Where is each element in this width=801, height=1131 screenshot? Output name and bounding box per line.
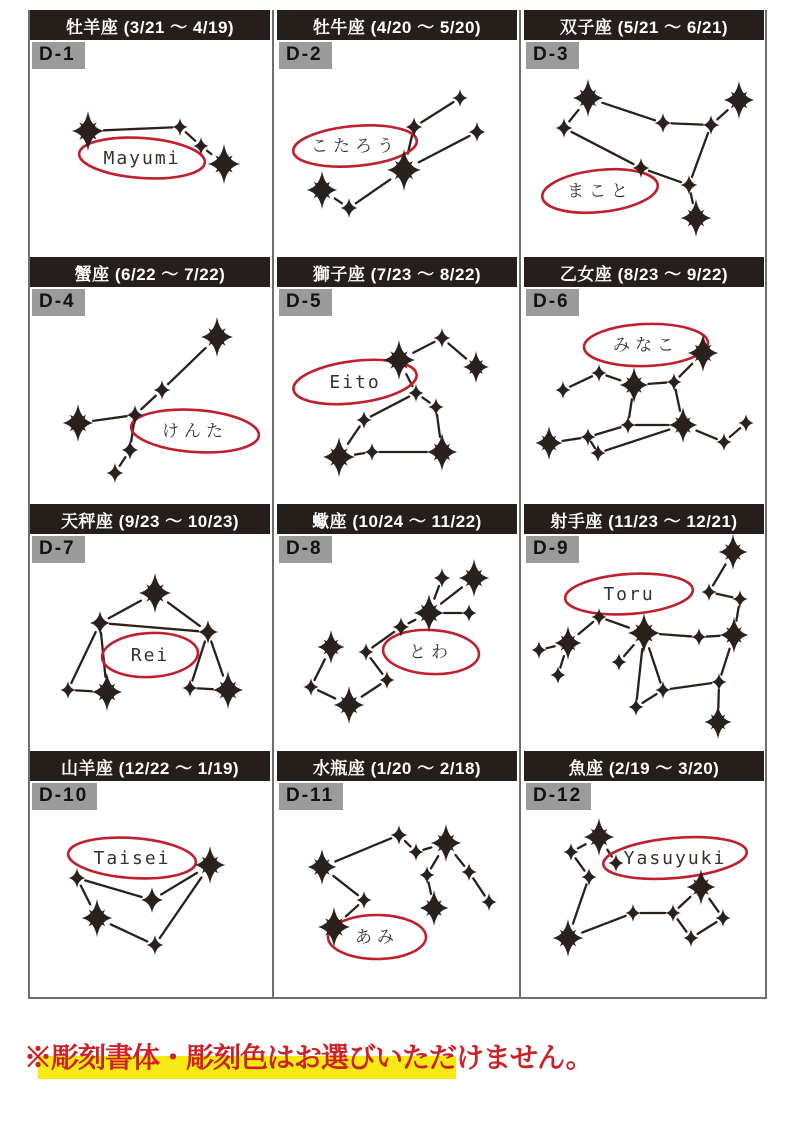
- star-icon: [303, 678, 318, 696]
- engraving-note: [24, 1036, 784, 1096]
- constellation-line: [649, 648, 660, 682]
- constellation-line: [335, 198, 342, 203]
- constellation-area: [524, 40, 764, 257]
- star-icon: [323, 437, 355, 477]
- constellation-line: [120, 457, 126, 466]
- engraved-name: とわ: [409, 642, 453, 662]
- zodiac-design-cell: [30, 751, 270, 998]
- constellation-line: [434, 586, 439, 599]
- zodiac-name-and-dates: 牡羊座 (3/21 〜 4/19): [65, 17, 235, 37]
- design-code-badge: D-9: [526, 536, 579, 563]
- constellation-line: [643, 694, 657, 703]
- constellation-line: [356, 180, 390, 204]
- constellation-line: [431, 856, 438, 868]
- constellation-line: [448, 344, 466, 359]
- zodiac-header-bar: [524, 10, 764, 40]
- star-icon: [688, 334, 718, 372]
- constellation-line: [211, 641, 223, 675]
- constellation-drawing: [30, 40, 270, 257]
- constellation-line: [423, 847, 431, 849]
- constellation-line: [419, 136, 470, 162]
- constellation-line: [721, 649, 729, 675]
- constellation-line: [707, 636, 720, 637]
- star-icon: [716, 433, 731, 451]
- engraved-name: Mayumi: [103, 147, 181, 169]
- zodiac-design-cell: [524, 504, 764, 751]
- star-icon: [703, 115, 720, 135]
- constellation-line: [713, 564, 726, 585]
- star-icon: [139, 573, 171, 613]
- zodiac-header-bar: [277, 10, 517, 40]
- zodiac-name-and-dates: 魚座 (2/19 〜 3/20): [568, 758, 720, 778]
- constellation-drawing: [524, 534, 764, 751]
- constellation-line: [582, 916, 626, 933]
- star-icon: [364, 443, 379, 461]
- star-icon: [580, 428, 595, 446]
- star-icon: [452, 89, 467, 107]
- star-icon: [469, 122, 486, 142]
- star-icon: [628, 698, 643, 716]
- constellation-line: [76, 690, 92, 691]
- zodiac-design-cell: [30, 504, 270, 751]
- star-icon: [550, 666, 565, 684]
- constellation-line: [692, 133, 708, 177]
- engraved-name: まこと: [567, 181, 633, 201]
- constellation-line: [736, 607, 738, 621]
- constellation-line: [405, 841, 411, 847]
- constellation-line: [576, 858, 585, 870]
- star-icon: [738, 414, 753, 432]
- zodiac-header-bar: [30, 751, 270, 781]
- constellation-drawing: [277, 534, 517, 751]
- constellation-line: [168, 602, 200, 626]
- constellation-line: [335, 838, 391, 861]
- star-icon: [719, 534, 748, 570]
- zodiac-header-bar: [277, 257, 517, 287]
- star-icon: [72, 111, 104, 151]
- star-icon: [107, 463, 124, 483]
- star-icon: [620, 367, 649, 403]
- constellation-line: [455, 855, 464, 866]
- zodiac-header-bar: [30, 504, 270, 534]
- star-icon: [620, 416, 635, 434]
- star-icon: [555, 381, 570, 399]
- constellation-line: [333, 876, 358, 895]
- star-icon: [419, 866, 434, 884]
- engraved-name: Taisei: [93, 847, 171, 869]
- star-icon: [198, 620, 218, 644]
- constellation-line: [624, 645, 633, 656]
- engraved-name: Yasuyuki: [623, 847, 727, 869]
- zodiac-header-bar: [277, 751, 517, 781]
- constellation-area: [524, 781, 764, 998]
- constellation-line: [160, 878, 202, 938]
- zodiac-name-and-dates: 水瓶座 (1/20 〜 2/18): [312, 758, 482, 778]
- constellation-line: [186, 132, 196, 141]
- zodiac-name-and-dates: 射手座 (11/23 〜 12/21): [550, 511, 738, 531]
- star-icon: [711, 673, 726, 691]
- star-icon: [591, 608, 606, 626]
- engraved-name: Eito: [329, 371, 381, 393]
- grid-line-vertical: [519, 10, 521, 999]
- constellation-line: [413, 342, 434, 353]
- zodiac-design-cell: [277, 504, 517, 751]
- star-icon: [341, 198, 358, 218]
- constellation-line: [605, 430, 669, 451]
- constellation-line: [629, 399, 632, 417]
- constellation-drawing: [30, 781, 270, 998]
- constellation-line: [671, 683, 712, 689]
- star-icon: [317, 630, 344, 664]
- zodiac-design-cell: [524, 751, 764, 998]
- zodiac-name-and-dates: 獅子座 (7/23 〜 8/22): [312, 264, 482, 284]
- constellation-line: [563, 438, 581, 441]
- constellation-line: [717, 594, 733, 598]
- star-icon: [732, 590, 747, 608]
- constellation-line: [696, 431, 716, 439]
- zodiac-header-bar: [30, 257, 270, 287]
- constellation-line: [207, 151, 211, 154]
- star-icon: [213, 671, 243, 709]
- design-code-badge: D-2: [279, 42, 332, 69]
- engraved-name: こたろう: [311, 136, 399, 156]
- constellation-line: [93, 416, 126, 421]
- star-icon: [406, 117, 423, 137]
- constellation-line: [168, 348, 205, 384]
- star-icon: [90, 611, 110, 635]
- design-code-badge: D-10: [32, 783, 97, 810]
- zodiac-name-and-dates: 天秤座 (9/23 〜 10/23): [60, 511, 240, 531]
- note-text: ※彫刻書体・彫刻色はお選びいただけません。: [24, 1042, 593, 1073]
- star-icon: [681, 199, 711, 237]
- engraved-name: けんた: [162, 421, 228, 441]
- star-icon: [393, 617, 410, 637]
- constellation-line: [660, 634, 691, 636]
- constellation-drawing: [524, 287, 764, 504]
- constellation-line: [595, 427, 620, 435]
- design-code-badge: D-8: [279, 536, 332, 563]
- star-icon: [334, 686, 364, 724]
- constellation-line: [730, 428, 740, 437]
- zodiac-name-and-dates: 双子座 (5/21 〜 6/21): [559, 17, 729, 37]
- design-code-badge: D-5: [279, 289, 332, 316]
- star-icon: [681, 175, 698, 195]
- constellation-line: [71, 632, 95, 683]
- star-icon: [724, 81, 754, 119]
- star-icon: [141, 887, 163, 913]
- zodiac-design-cell: [277, 751, 517, 998]
- engraved-name: Rei: [130, 644, 170, 666]
- zodiac-design-cell: [524, 257, 764, 504]
- constellation-line: [648, 383, 666, 384]
- star-icon: [655, 681, 670, 699]
- star-icon: [463, 351, 489, 383]
- constellation-line: [572, 132, 634, 164]
- star-icon: [590, 444, 605, 462]
- design-code-badge: D-12: [526, 783, 591, 810]
- star-icon: [625, 904, 640, 922]
- star-icon: [553, 919, 583, 957]
- zodiac-header-bar: [524, 751, 764, 781]
- zodiac-design-cell: [30, 10, 270, 257]
- constellation-line: [569, 110, 578, 121]
- star-icon: [434, 328, 451, 348]
- star-icon: [308, 849, 337, 885]
- zodiac-header-bar: [30, 10, 270, 40]
- constellation-line: [473, 878, 484, 895]
- constellation-area: [277, 781, 517, 998]
- zodiac-design-cell: [277, 257, 517, 504]
- zodiac-name-and-dates: 乙女座 (8/23 〜 9/22): [559, 264, 729, 284]
- constellation-line: [602, 103, 654, 120]
- constellation-area: [277, 287, 517, 504]
- star-icon: [383, 340, 415, 380]
- star-icon: [704, 705, 731, 739]
- constellation-line: [81, 886, 90, 905]
- constellation-drawing: [277, 781, 517, 998]
- constellation-drawing: [30, 534, 270, 751]
- constellation-line: [691, 193, 693, 203]
- constellation-line: [314, 659, 324, 680]
- constellation-area: [277, 534, 517, 751]
- grid-line-vertical: [272, 10, 274, 999]
- constellation-line: [109, 601, 141, 619]
- star-icon: [691, 628, 706, 646]
- star-icon: [208, 144, 240, 184]
- constellation-line: [318, 690, 335, 698]
- star-icon: [69, 868, 86, 888]
- star-icon: [60, 681, 75, 699]
- constellation-line: [85, 880, 142, 897]
- star-icon: [591, 364, 606, 382]
- constellation-line: [441, 587, 462, 603]
- star-icon: [701, 583, 716, 601]
- engraved-name: Toru: [603, 583, 655, 605]
- zodiac-design-cell: [524, 10, 764, 257]
- star-icon: [307, 171, 337, 209]
- constellation-line: [606, 620, 629, 628]
- constellation-line: [346, 905, 358, 916]
- constellation-line: [422, 397, 429, 402]
- zodiac-header-bar: [524, 257, 764, 287]
- constellation-area: [30, 40, 270, 257]
- design-code-badge: D-6: [526, 289, 579, 316]
- constellation-line: [110, 624, 198, 631]
- constellation-line: [355, 453, 365, 454]
- constellation-drawing: [277, 287, 517, 504]
- constellation-line: [579, 622, 594, 634]
- constellation-line: [637, 649, 642, 699]
- constellation-line: [698, 922, 717, 934]
- constellation-area: [277, 40, 517, 257]
- constellation-line: [676, 390, 680, 411]
- constellation-line: [578, 844, 586, 848]
- constellation-line: [606, 376, 620, 381]
- constellation-line: [141, 396, 156, 409]
- star-icon: [531, 641, 546, 659]
- constellation-area: [524, 534, 764, 751]
- zodiac-name-and-dates: 蟹座 (6/22 〜 7/22): [74, 264, 226, 284]
- star-icon: [461, 604, 476, 622]
- design-code-badge: D-7: [32, 536, 85, 563]
- star-icon: [92, 673, 122, 711]
- engraved-name: みなこ: [613, 335, 679, 355]
- constellation-line: [362, 684, 381, 696]
- constellation-drawing: [277, 40, 517, 257]
- constellation-drawing: [524, 781, 764, 998]
- zodiac-design-cell: [30, 257, 270, 504]
- constellation-line: [437, 415, 440, 437]
- star-icon: [669, 407, 698, 443]
- star-icon: [428, 398, 443, 416]
- constellation-line: [560, 656, 564, 667]
- star-icon: [584, 818, 614, 856]
- constellation-area: [30, 534, 270, 751]
- constellation-line: [679, 364, 692, 377]
- constellation-drawing: [30, 287, 270, 504]
- star-icon: [201, 317, 233, 357]
- star-icon: [554, 626, 581, 660]
- constellation-drawing: [524, 40, 764, 257]
- engraved-name: あみ: [355, 927, 399, 947]
- star-icon: [720, 617, 749, 653]
- star-icon: [535, 426, 562, 460]
- grid-line-vertical: [765, 10, 767, 999]
- star-icon: [427, 433, 457, 471]
- constellation-line: [409, 620, 416, 623]
- star-icon: [182, 679, 197, 697]
- constellation-line: [671, 123, 702, 124]
- constellation-line: [104, 127, 172, 130]
- constellation-line: [570, 376, 592, 386]
- zodiac-design-cell: [277, 10, 517, 257]
- star-icon: [195, 846, 225, 884]
- design-code-badge: D-11: [279, 783, 343, 810]
- constellation-area: [30, 287, 270, 504]
- constellation-line: [421, 102, 453, 122]
- zodiac-name-and-dates: 山羊座 (12/22 〜 1/19): [60, 758, 240, 778]
- star-icon: [82, 899, 112, 937]
- constellation-area: [524, 287, 764, 504]
- star-icon: [318, 907, 350, 947]
- zodiac-header-bar: [277, 504, 517, 534]
- star-icon: [434, 568, 451, 588]
- constellation-line: [709, 899, 718, 912]
- constellation-line: [547, 646, 555, 648]
- design-code-badge: D-1: [32, 42, 85, 69]
- star-icon: [420, 890, 449, 926]
- zodiac-header-bar: [524, 504, 764, 534]
- constellation-line: [198, 688, 213, 689]
- constellation-line: [371, 658, 383, 674]
- star-icon: [122, 440, 139, 460]
- constellation-line: [348, 426, 360, 443]
- constellation-line: [717, 110, 727, 119]
- constellation-line: [573, 884, 587, 923]
- constellation-area: [30, 781, 270, 998]
- constellation-line: [429, 883, 431, 894]
- zodiac-name-and-dates: 蠍座 (10/24 〜 11/22): [312, 511, 482, 531]
- zodiac-name-and-dates: 牡牛座 (4/20 〜 5/20): [312, 17, 482, 37]
- star-icon: [414, 594, 444, 632]
- constellation-line: [591, 442, 595, 448]
- star-icon: [459, 559, 489, 597]
- design-code-badge: D-4: [32, 289, 85, 316]
- design-code-badge: D-3: [526, 42, 579, 69]
- constellation-line: [111, 924, 147, 941]
- star-icon: [63, 404, 93, 442]
- constellation-line: [649, 171, 681, 182]
- constellation-line: [678, 919, 687, 931]
- constellation-line: [679, 897, 691, 908]
- star-icon: [655, 113, 672, 133]
